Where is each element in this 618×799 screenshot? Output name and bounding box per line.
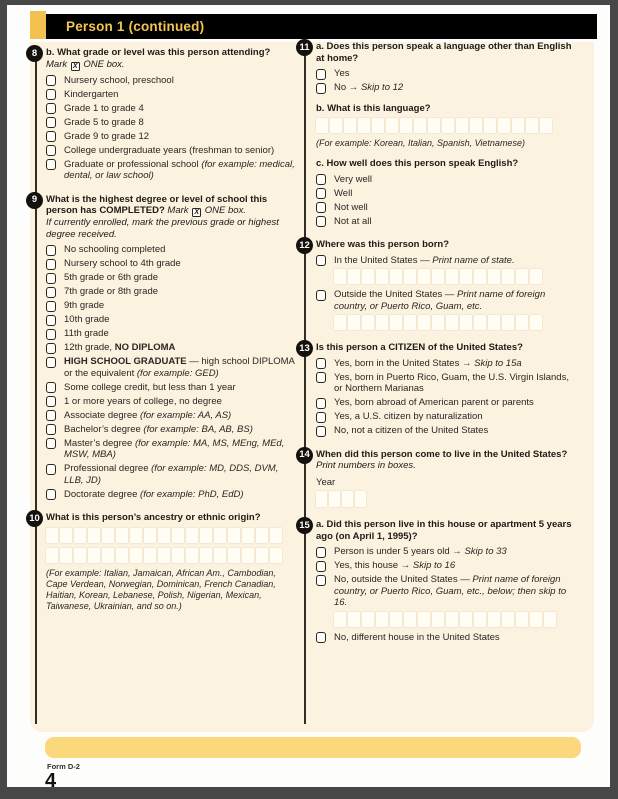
checkbox-option <box>46 438 298 461</box>
option-label: Yes, born in Puerto Rico, Guam, the U.S. Virgin Islands, or Northern Marianas <box>334 371 569 394</box>
writein-character-box[interactable] <box>334 315 346 330</box>
writein-character-box[interactable] <box>530 612 542 627</box>
option-label: No, different house in the United States <box>334 631 500 643</box>
writein-character-box[interactable] <box>498 118 510 133</box>
writein-character-box[interactable] <box>200 548 212 563</box>
question-number-badge: 14 <box>296 447 313 464</box>
checkbox[interactable] <box>46 301 56 312</box>
question-number-badge: 13 <box>296 340 313 357</box>
checkbox-option <box>46 300 298 312</box>
writein-character-box[interactable] <box>334 269 346 284</box>
option-label: 11th grade <box>64 328 109 339</box>
no-outside-us-option <box>316 574 579 609</box>
checkbox-option <box>316 82 579 94</box>
option-label: Some college credit, but less than 1 year <box>64 381 236 393</box>
question-title: a. Does this person speak a language other than English at home? <box>316 41 572 64</box>
writein-character-box[interactable] <box>214 548 226 563</box>
born-in-us-option <box>316 255 579 267</box>
writein-character-box[interactable] <box>516 315 528 330</box>
question-number-badge: 8 <box>26 45 43 62</box>
checkbox-option <box>316 358 579 370</box>
checkbox[interactable] <box>316 202 326 213</box>
writein-character-box[interactable] <box>460 269 472 284</box>
writein-character-box[interactable] <box>116 548 128 563</box>
writein-character-box[interactable] <box>432 315 444 330</box>
checkbox[interactable] <box>46 103 56 114</box>
checkbox-option <box>46 131 298 143</box>
writein-character-box[interactable] <box>456 118 468 133</box>
writein-character-box[interactable] <box>512 118 524 133</box>
column-divider-rule <box>304 43 306 724</box>
q8-options <box>46 75 298 182</box>
writein-character-box[interactable] <box>228 548 240 563</box>
writein-character-box[interactable] <box>390 269 402 284</box>
question-11 <box>299 41 579 227</box>
checkbox[interactable] <box>316 188 326 199</box>
option-label: Yes, this house → Skip to 16 <box>334 560 456 571</box>
ancestry-writein-row-1[interactable] <box>46 528 298 543</box>
checkbox[interactable] <box>316 216 326 227</box>
example-note: (For example: Italian, Jamaican, African Am., Cambodian, Cape Verdean, Norwegian, Dominican, French Canadian, Haitian, Korean, Lebanese, Polish, Nigerian, Mexican, Taiwanese, Ukrainian, and so on.) <box>46 567 276 611</box>
checkbox[interactable] <box>46 438 56 449</box>
writein-character-box[interactable] <box>488 612 500 627</box>
writein-character-box[interactable] <box>130 548 142 563</box>
q9-options <box>46 244 298 500</box>
yes-this-house-option <box>316 560 579 572</box>
checkbox[interactable] <box>316 358 326 369</box>
option-label: 12th grade, NO DIPLOMA <box>64 342 176 353</box>
question-title: b. What grade or level was this person attending? Mark X ONE box. <box>46 47 271 70</box>
question-12 <box>299 239 579 330</box>
question-11b-title: b. What is this language? <box>316 102 431 114</box>
checkbox[interactable] <box>316 398 326 409</box>
language-writein-row[interactable] <box>316 118 579 133</box>
state-writein-row[interactable] <box>334 269 579 284</box>
checkbox-option <box>316 411 579 423</box>
foreign-country-writein-row-q15[interactable] <box>334 612 579 627</box>
checkbox-option <box>46 314 298 326</box>
writein-character-box[interactable] <box>474 269 486 284</box>
checkbox-option <box>46 145 298 157</box>
option-label: Professional degree (for example: MD, DDS, DVM, LLB, JD) <box>64 463 279 486</box>
writein-character-box[interactable] <box>348 315 360 330</box>
checkbox-option <box>46 328 298 340</box>
writein-character-box[interactable] <box>102 528 114 543</box>
option-label: Not well <box>334 201 368 213</box>
checkbox[interactable] <box>46 357 56 368</box>
writein-character-box[interactable] <box>348 612 360 627</box>
writein-character-box[interactable] <box>386 118 398 133</box>
writein-character-box[interactable] <box>270 528 282 543</box>
writein-character-box[interactable] <box>404 612 416 627</box>
checkbox[interactable] <box>46 89 56 100</box>
option-label: Very well <box>334 173 373 185</box>
writein-character-box[interactable] <box>540 118 552 133</box>
writein-character-box[interactable] <box>172 528 184 543</box>
option-label: Bachelor’s degree (for example: BA, AB, BS) <box>64 423 253 435</box>
option-label: Nursery school, preschool <box>64 74 174 86</box>
writein-character-box[interactable] <box>446 315 458 330</box>
bottom-accent-band <box>45 737 581 758</box>
option-label: 5th grade or 6th grade <box>64 272 159 283</box>
checkbox-option <box>46 272 298 284</box>
question-number-badge: 12 <box>296 237 313 254</box>
writein-character-box[interactable] <box>400 118 412 133</box>
checkbox-option <box>46 356 298 379</box>
writein-character-box[interactable] <box>214 528 226 543</box>
writein-character-box[interactable] <box>530 315 542 330</box>
writein-character-box[interactable] <box>60 528 72 543</box>
section-header <box>46 14 597 39</box>
writein-character-box[interactable] <box>460 612 472 627</box>
checkbox-option <box>46 396 298 408</box>
checkbox[interactable] <box>46 396 56 407</box>
writein-character-box[interactable] <box>502 612 514 627</box>
question-number-badge: 10 <box>26 510 43 527</box>
writein-character-box[interactable] <box>376 612 388 627</box>
question-title: What is this person’s ancestry or ethnic origin? <box>46 512 261 523</box>
form-code: Form D-2 <box>47 762 80 771</box>
checkbox-option <box>46 342 298 354</box>
checkbox[interactable] <box>46 424 56 435</box>
checkbox-option <box>46 103 298 115</box>
writein-character-box[interactable] <box>116 528 128 543</box>
q13-options <box>316 358 579 437</box>
checkbox[interactable] <box>46 410 56 421</box>
writein-character-box[interactable] <box>344 118 356 133</box>
writein-character-box[interactable] <box>390 612 402 627</box>
checkbox-option <box>316 425 579 437</box>
option-label: Doctorate degree (for example: PhD, EdD) <box>64 488 244 500</box>
checkbox[interactable] <box>316 174 326 185</box>
question-number-badge: 11 <box>296 39 313 56</box>
question-8b <box>31 47 298 182</box>
checkbox[interactable] <box>46 489 56 500</box>
checkbox[interactable] <box>316 83 326 94</box>
writein-character-box[interactable] <box>186 548 198 563</box>
checkbox-option <box>316 202 579 214</box>
checkbox-option <box>46 382 298 394</box>
writein-character-box[interactable] <box>256 528 268 543</box>
option-label: 9th grade <box>64 300 105 311</box>
writein-character-box[interactable] <box>404 315 416 330</box>
checkbox-option <box>316 68 579 80</box>
checkbox-option <box>46 286 298 298</box>
writein-character-box[interactable] <box>446 612 458 627</box>
section-title: Person 1 (continued) <box>66 19 205 34</box>
checkbox[interactable] <box>46 75 56 86</box>
question-number-badge: 9 <box>26 192 43 209</box>
writein-character-box[interactable] <box>172 548 184 563</box>
writein-character-box[interactable] <box>270 548 282 563</box>
option-label: In the United States — Print name of state. <box>334 254 515 266</box>
question-title: Is this person a CITIZEN of the United States? <box>316 342 523 353</box>
checkbox-option <box>46 159 298 182</box>
option-label: No → Skip to 12 <box>334 82 404 93</box>
writein-character-box[interactable] <box>316 491 327 507</box>
checkbox-option <box>316 216 579 228</box>
question-title: a. Did this person live in this house or apartment 5 years ago (on April 1, 1995)? <box>316 519 572 542</box>
writein-character-box[interactable] <box>362 315 374 330</box>
writein-character-box[interactable] <box>46 548 58 563</box>
checkbox[interactable] <box>316 255 326 266</box>
writein-character-box[interactable] <box>502 315 514 330</box>
writein-character-box[interactable] <box>242 528 254 543</box>
writein-character-box[interactable] <box>530 269 542 284</box>
writein-character-box[interactable] <box>418 269 430 284</box>
checkbox-option <box>46 244 298 256</box>
page-number: 4 <box>45 770 57 792</box>
checkbox-option <box>46 424 298 436</box>
writein-character-box[interactable] <box>502 269 514 284</box>
question-13 <box>299 342 579 437</box>
checkbox[interactable] <box>316 632 326 643</box>
writein-character-box[interactable] <box>442 118 454 133</box>
option-label: 7th grade or 8th grade <box>64 286 159 297</box>
option-label: No, not a citizen of the United States <box>334 425 489 436</box>
writein-character-box[interactable] <box>158 528 170 543</box>
question-title: When did this person come to live in the United States? Print numbers in boxes. <box>316 448 568 471</box>
checkbox[interactable] <box>46 131 56 142</box>
writein-character-box[interactable] <box>88 528 100 543</box>
writein-character-box[interactable] <box>516 269 528 284</box>
left-column-rule <box>35 50 37 724</box>
writein-character-box[interactable] <box>330 118 342 133</box>
checkbox[interactable] <box>46 287 56 298</box>
checkbox[interactable] <box>46 145 56 156</box>
writein-character-box[interactable] <box>446 269 458 284</box>
writein-character-box[interactable] <box>46 528 58 543</box>
question-title: Where was this person born? <box>316 239 450 250</box>
checkbox-option <box>46 75 298 87</box>
writein-character-box[interactable] <box>256 548 268 563</box>
foreign-country-writein-row[interactable] <box>334 315 579 330</box>
writein-character-box[interactable] <box>474 315 486 330</box>
writein-character-box[interactable] <box>144 528 156 543</box>
writein-character-box[interactable] <box>228 528 240 543</box>
writein-character-box[interactable] <box>334 612 346 627</box>
checkbox[interactable] <box>316 561 326 572</box>
writein-character-box[interactable] <box>200 528 212 543</box>
option-label: Master’s degree (for example: MA, MS, MEng, MEd, MSW, MBA) <box>64 437 285 460</box>
q11c-options <box>316 174 579 228</box>
writein-character-box[interactable] <box>158 548 170 563</box>
option-label: No schooling completed <box>64 244 166 255</box>
checkbox[interactable] <box>316 426 326 437</box>
checkbox-option <box>46 117 298 129</box>
option-label: College undergraduate years (freshman to senior) <box>64 144 275 156</box>
born-outside-us-option <box>316 289 579 312</box>
option-label: Associate degree (for example: AA, AS) <box>64 409 232 421</box>
under-5-option <box>316 546 579 558</box>
writein-character-box[interactable] <box>60 548 72 563</box>
writein-character-box[interactable] <box>516 612 528 627</box>
question-title: What is the highest degree or level of school this person has COMPLETED? Mark X ONE box. If currently enrolled, mark the previous grade or highest degree received. <box>46 193 279 240</box>
writein-character-box[interactable] <box>404 269 416 284</box>
q11a-options <box>316 68 579 94</box>
question-9 <box>31 193 298 501</box>
writein-character-box[interactable] <box>418 315 430 330</box>
writein-character-box[interactable] <box>186 528 198 543</box>
writein-character-box[interactable] <box>372 118 384 133</box>
checkbox[interactable] <box>46 329 56 340</box>
option-label: Person is under 5 years old → Skip to 33 <box>334 546 507 557</box>
question-number-badge: 15 <box>296 517 313 534</box>
writein-character-box[interactable] <box>474 612 486 627</box>
writein-character-box[interactable] <box>488 315 500 330</box>
checkbox[interactable] <box>46 343 56 354</box>
checkbox[interactable] <box>316 69 326 80</box>
writein-character-box[interactable] <box>432 269 444 284</box>
writein-character-box[interactable] <box>74 548 86 563</box>
writein-character-box[interactable] <box>376 269 388 284</box>
writein-character-box[interactable] <box>102 548 114 563</box>
checkbox-option <box>46 258 298 270</box>
writein-character-box[interactable] <box>130 528 142 543</box>
writein-character-box[interactable] <box>488 269 500 284</box>
ancestry-writein-row-2[interactable] <box>46 548 298 563</box>
option-label: Yes, born abroad of American parent or parents <box>334 397 534 408</box>
writein-character-box[interactable] <box>88 548 100 563</box>
option-label: No, outside the United States — Print name of foreign country, or Puerto Rico, Guam, etc., below; then skip to 16. <box>334 574 567 608</box>
checkbox[interactable] <box>316 290 326 301</box>
checkbox[interactable] <box>46 273 56 284</box>
checkbox-option <box>316 174 579 186</box>
checkbox[interactable] <box>316 372 326 383</box>
writein-character-box[interactable] <box>362 612 374 627</box>
option-label: Yes, a U.S. citizen by naturalization <box>334 411 483 422</box>
option-label: Kindergarten <box>64 88 119 100</box>
writein-character-box[interactable] <box>526 118 538 133</box>
checkbox[interactable] <box>46 315 56 326</box>
writein-character-box[interactable] <box>428 118 440 133</box>
left-column <box>29 47 298 624</box>
writein-character-box[interactable] <box>432 612 444 627</box>
checkbox[interactable] <box>46 159 56 170</box>
example-note: (For example: Korean, Italian, Spanish, Vietnamese) <box>316 138 525 148</box>
writein-character-box[interactable] <box>418 612 430 627</box>
checkbox-option <box>316 188 579 200</box>
checkbox[interactable] <box>316 575 326 586</box>
option-label: Yes, born in the United States → Skip to 15a <box>334 357 522 369</box>
writein-character-box[interactable] <box>144 548 156 563</box>
writein-character-box[interactable] <box>355 491 366 507</box>
option-label: Grade 1 to grade 4 <box>64 102 144 114</box>
option-label: Grade 5 to grade 8 <box>64 116 144 128</box>
option-label: HIGH SCHOOL GRADUATE — high school DIPLOMA or the equivalent (for example: GED) <box>64 356 295 379</box>
option-label: Not at all <box>334 215 372 227</box>
option-label: Well <box>334 187 353 199</box>
checkbox-option <box>46 489 298 501</box>
year-writein-row[interactable] <box>316 491 579 507</box>
year-label: Year <box>316 476 336 488</box>
different-house-option <box>316 632 579 644</box>
checkbox[interactable] <box>316 412 326 423</box>
writein-character-box[interactable] <box>74 528 86 543</box>
writein-character-box[interactable] <box>376 315 388 330</box>
writein-character-box[interactable] <box>414 118 426 133</box>
option-label: Outside the United States — Print name of foreign country, or Puerto Rico, Guam, etc. <box>334 289 546 312</box>
writein-character-box[interactable] <box>242 548 254 563</box>
checkbox-option <box>46 410 298 422</box>
right-column <box>299 41 579 655</box>
question-14 <box>299 448 579 508</box>
checkbox[interactable] <box>46 259 56 270</box>
checkbox-option <box>316 397 579 409</box>
checkbox-option <box>46 89 298 101</box>
writein-character-box[interactable] <box>484 118 496 133</box>
option-label: Yes <box>334 68 350 79</box>
checkbox[interactable] <box>46 117 56 128</box>
question-11c-title: c. How well does this person speak English? <box>316 158 519 169</box>
writein-character-box[interactable] <box>544 612 556 627</box>
header-accent-tab <box>30 11 46 39</box>
writein-character-box[interactable] <box>390 315 402 330</box>
checkbox[interactable] <box>46 245 56 256</box>
question-15 <box>299 519 579 643</box>
question-10 <box>29 512 298 612</box>
writein-character-box[interactable] <box>358 118 370 133</box>
writein-character-box[interactable] <box>342 491 353 507</box>
writein-character-box[interactable] <box>470 118 482 133</box>
checkbox[interactable] <box>46 382 56 393</box>
writein-character-box[interactable] <box>348 269 360 284</box>
writein-character-box[interactable] <box>362 269 374 284</box>
checkbox-option <box>316 372 579 395</box>
option-label: Graduate or professional school (for example: medical, dental, or law school) <box>64 158 295 181</box>
option-label: Grade 9 to grade 12 <box>64 130 150 142</box>
option-label: 10th grade <box>64 314 110 325</box>
option-label: Nursery school to 4th grade <box>64 258 181 269</box>
option-label: 1 or more years of college, no degree <box>64 395 222 407</box>
checkbox[interactable] <box>46 464 56 475</box>
writein-character-box[interactable] <box>460 315 472 330</box>
form-page <box>7 5 610 792</box>
checkbox[interactable] <box>316 547 326 558</box>
writein-character-box[interactable] <box>329 491 340 507</box>
checkbox-option <box>46 463 298 486</box>
writein-character-box[interactable] <box>316 118 328 133</box>
